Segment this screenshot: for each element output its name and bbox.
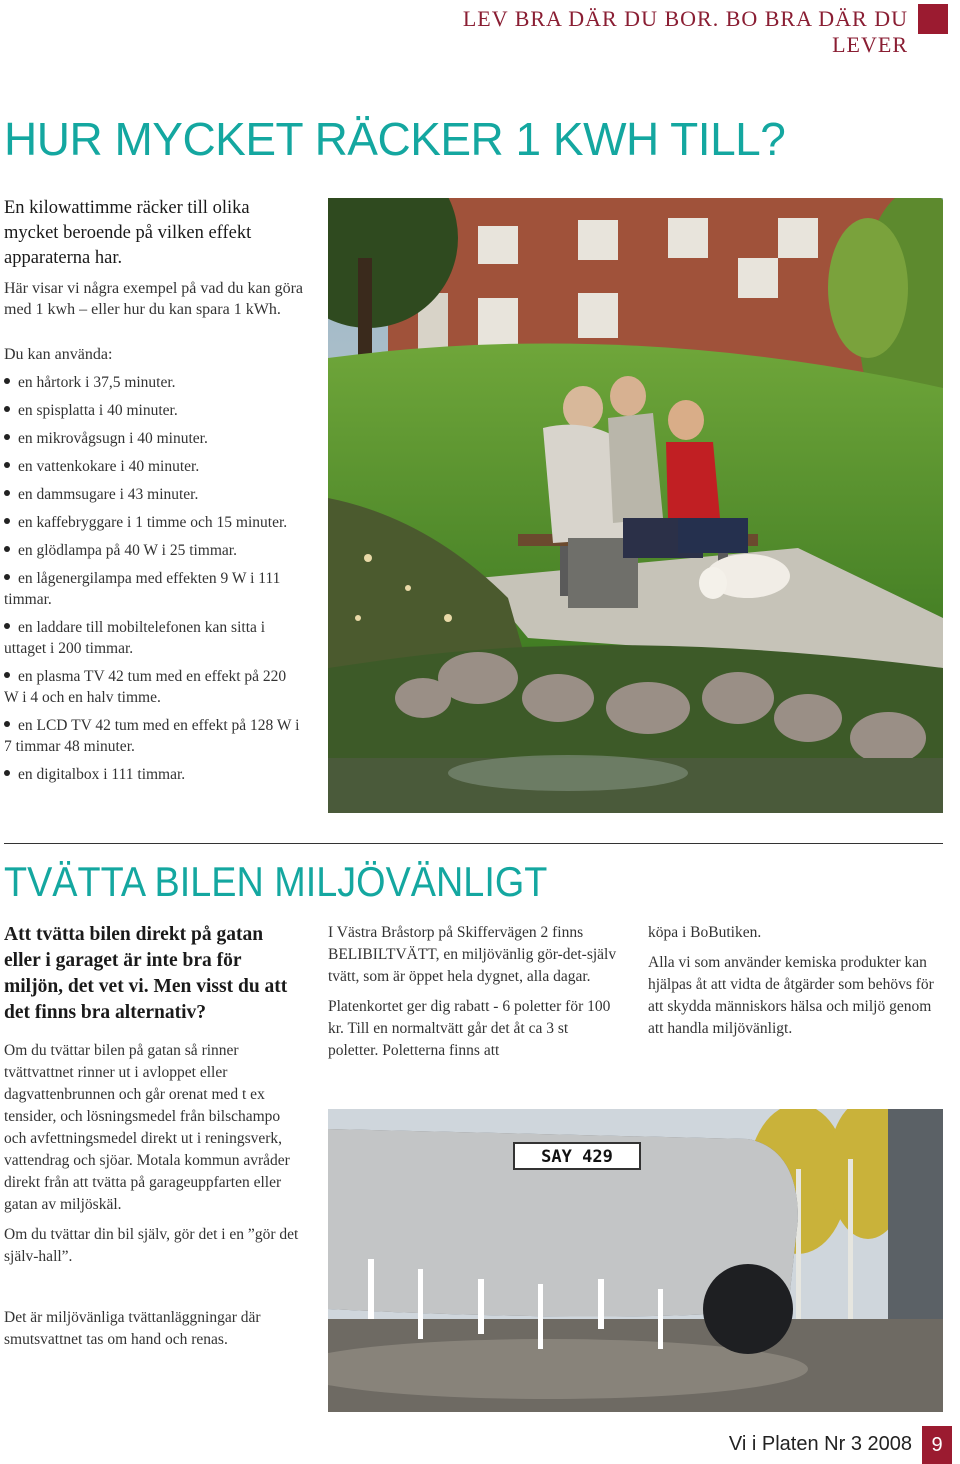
section-title-carwash: TVÄTTA BILEN MILJÖVÄNLIGT xyxy=(4,858,548,905)
paragraph: Om du tvättar din bil själv, gör det i en ”gör det själv-hall”. xyxy=(4,1226,299,1265)
list-item: en spisplatta i 40 minuter. xyxy=(4,400,304,421)
intro-text-3: Du kan använda: xyxy=(4,346,113,363)
intro-text: En kilowattimme räcker till olika mycket beroende på vilken effekt apparaterna har. xyxy=(4,198,252,268)
lead-paragraph: Att tvätta bilen direkt på gatan eller i garaget är inte bra för miljön, det vet vi. Men visst du att det finns bra alternativ? xyxy=(4,924,288,1023)
list-item: en digitalbox i 111 timmar. xyxy=(4,764,304,785)
section-title-kwh: HUR MYCKET RÄCKER 1 KWH TILL? xyxy=(4,113,786,165)
paragraph: Platenkortet ger dig rabatt - 6 poletter för 100 kr. Till en normaltvätt går det åt ca 3 st poletter. Poletterna finns att xyxy=(328,998,611,1059)
bullet-icon xyxy=(4,770,10,776)
footer-publication: Vi i Platen Nr 3 2008 xyxy=(728,1433,912,1455)
list-item: en lågenergilampa med effekten 9 W i 111 timmar. xyxy=(4,570,281,608)
bullet-icon xyxy=(4,623,10,629)
list-item: en LCD TV 42 tum med en effekt på 128 W i 7 timmar 48 minuter. xyxy=(4,717,300,755)
bullet-icon xyxy=(4,672,10,678)
list-item: en kaffebryggare i 1 timme och 15 minuter. xyxy=(4,512,304,533)
list-item: en dammsugare i 43 minuter. xyxy=(4,484,304,505)
paragraph: Alla vi som använder kemiska produkter kan hjälpas åt att vidta de åtgärder som behövs för att skydda människors hälsa och miljö genom att handla miljövänligt. xyxy=(648,954,934,1037)
body-column-1 xyxy=(4,1040,302,1276)
bullet-icon xyxy=(4,462,10,468)
bullet-icon xyxy=(4,721,10,727)
bullet-icon xyxy=(4,406,10,412)
paragraph: Det är miljövänliga tvättanläggningar där smutsvattnet tas om hand och renas. xyxy=(4,1309,261,1348)
bullet-icon xyxy=(4,490,10,496)
intro-text-2: Här visar vi några exempel på vad du kan göra med 1 kwh – eller hur du kan spara 1 kWh. xyxy=(4,280,303,318)
paragraph: köpa i BoButiken. xyxy=(648,924,762,941)
garden-bench-photo xyxy=(328,198,943,813)
section-divider xyxy=(4,843,943,844)
body-column-2 xyxy=(328,922,618,1070)
header-accent-square xyxy=(918,4,948,34)
paragraph: Om du tvättar bilen på gatan så rinner tvättvattnet rinner ut i avloppet eller dagvattenbrunnen och går orenat med t ex tensider, och lösningsmedel från bilschampo och avfettningsmedel direkt ut i reningsverk, vattendrag och sjöar. Motala kommun avråder direkt från att tvätta på garageuppfarten eller gatan av miljöskäl. xyxy=(4,1042,290,1213)
list-item: en plasma TV 42 tum med en effekt på 220 W i 4 och en halv timme. xyxy=(4,668,287,706)
running-header: LEV BRA DÄR DU BOR. BO BRA DÄR DU LEVER xyxy=(462,6,908,57)
car-wash-photo xyxy=(328,1109,943,1412)
list-item: en vattenkokare i 40 minuter. xyxy=(4,456,304,477)
bullet-icon xyxy=(4,434,10,440)
paragraph: I Västra Bråstorp på Skiffervägen 2 finns BELIBILTVÄTT, en miljövänlig gör-det-själv tvätt, som är öppet hela dygnet, alla dagar. xyxy=(328,924,617,985)
list-item: en glödlampa på 40 W i 25 timmar. xyxy=(4,540,304,561)
license-plate-text: SAY 429 xyxy=(541,1147,613,1167)
bullet-icon xyxy=(4,546,10,552)
bullet-icon xyxy=(4,378,10,384)
bullet-icon xyxy=(4,574,10,580)
bullet-icon xyxy=(4,518,10,524)
body-column-3 xyxy=(648,922,943,1048)
list-item: en laddare till mobiltelefonen kan sitta i uttaget i 200 timmar. xyxy=(4,619,266,657)
page-number: 9 xyxy=(922,1426,952,1464)
list-item: en mikrovågsugn i 40 minuter. xyxy=(4,428,304,449)
kwh-examples-list xyxy=(4,372,304,792)
list-item: en hårtork i 37,5 minuter. xyxy=(4,372,304,393)
